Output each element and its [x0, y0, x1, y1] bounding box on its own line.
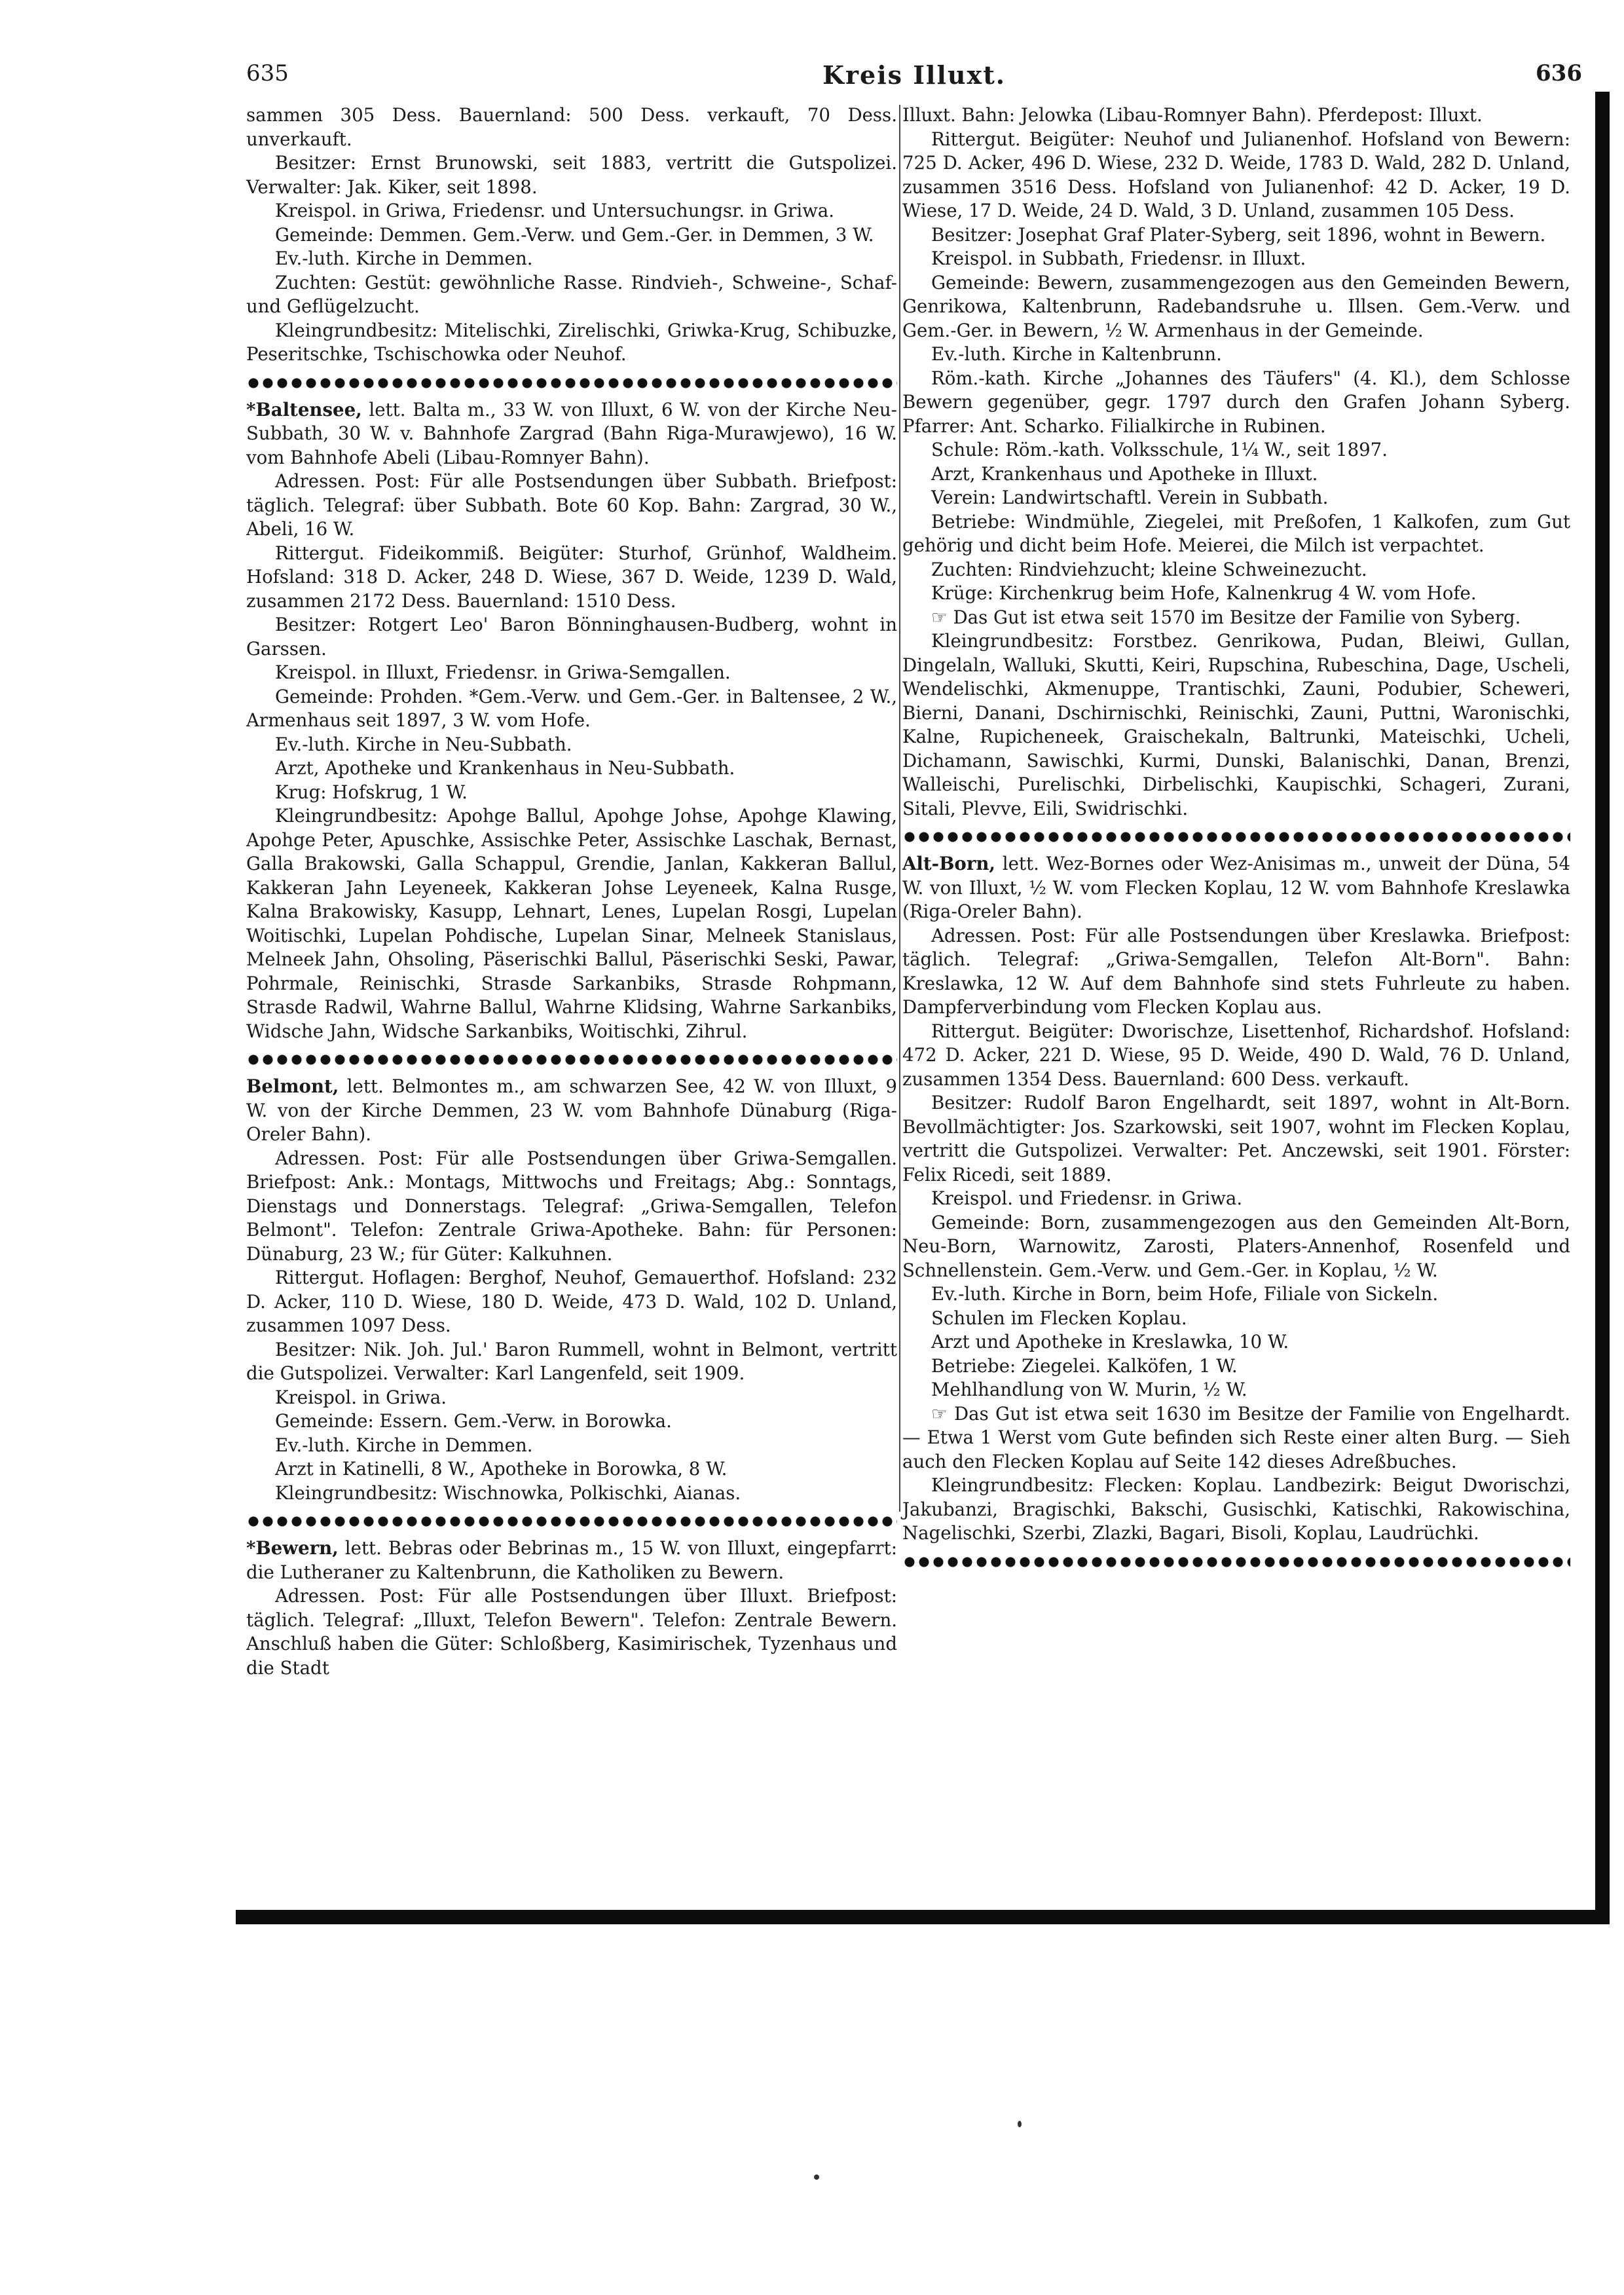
entry-text: Röm.-kath. Kirche „Johannes des Täufers" (4. Kl.), dem Schlosse Bewern gegenüber, gegr. 1797 durch den Grafen Johann Syberg. Pfarrer: Ant. Scharko. Filialkirche in Rubinen. [902, 367, 1570, 437]
entry-text: lett. Balta m., 33 W. von Illuxt, 6 W. von der Kirche Neu-Subbath, 30 W. v. Bahnhofe Zargrad (Bahn Riga-Murawjewo), 16 W. vom Bahnhofe Abeli (Libau-Romnyer Bahn). [246, 398, 897, 468]
entry-text: Besitzer: Ernst Brunowski, seit 1883, vertritt die Gutspolizei. Verwalter: Jak. Kiker, seit 1898. [246, 152, 897, 198]
entry-text: Kreispol. in Griwa, Friedensr. und Untersuchungsr. in Griwa. [275, 200, 835, 221]
page-number-left: 635 [246, 60, 289, 86]
entry-text: Kreispol. und Friedensr. in Griwa. [931, 1187, 1243, 1209]
entry-headword: Alt-Born, [902, 853, 996, 874]
entry-text: Zuchten: Rindviehzucht; kleine Schweinezucht. [931, 558, 1367, 580]
entry-text: Illuxt. Bahn: Jelowka (Libau-Romnyer Bahn). Pferdepost: Illuxt. [902, 104, 1483, 126]
entry-text: Kreispol. in Subbath, Friedensr. in Illuxt. [931, 248, 1306, 269]
entry-text: Verein: Landwirtschaftl. Verein in Subbath. [931, 487, 1329, 508]
entry-text: Schule: Röm.-kath. Volksschule, 1¼ W., seit 1897. [931, 439, 1388, 460]
entry-text: Kreispol. in Griwa. [275, 1386, 447, 1408]
entry-text: Kleingrundbesitz: Forstbez. Genrikowa, Pudan, Bleiwi, Gullan, Dingelaln, Walluki, Skutti, Keiri, Rupschina, Rubeschina, Dage, Uscheli, Wendelischki, Akmenuppe, Trantischki, Zauni, Podubier, Scheweri, Bierni, Danani, Dschirnischki, Reinischki, Zauni, Puttni, Waronischki, Kalne, Rupicheneek, Graischekaln, Baltrunki, Mateischki, Ucheli, Dichamann, Sawischki, Kurmi, Dunski, Balanischki, Danan, Brenzi, Walleischi, Purelischki, Dirbelischki, Kaupischki, Schageri, Zurani, Sitali, Plevve, Eili, Swidrischki. [902, 630, 1570, 819]
entry-text: Gemeinde: Bewern, zusammengezogen aus den Gemeinden Bewern, Genrikowa, Kaltenbrunn, Radebandsruhe u. Illsen. Gem.-Verw. und Gem.-Ger. in Bewern, ½ W. Armenhaus in der Gemeinde. [902, 271, 1570, 341]
entry-text: Kreispol. in Illuxt, Friedensr. in Griwa-Semgallen. [275, 662, 731, 683]
entry-text: Besitzer: Nik. Joh. Jul.' Baron Rummell, wohnt in Belmont, vertritt die Gutspolizei. Verwalter: Karl Langenfeld, seit 1909. [246, 1338, 897, 1384]
entry-text: Rittergut. Hoflagen: Berghof, Neuhof, Gemauerthof. Hofsland: 232 D. Acker, 110 D. Wiese, 180 D. Weide, 473 D. Wald, 102 D. Unland, zusammen 1097 Dess. [246, 1267, 897, 1336]
dot-separator [246, 1514, 897, 1529]
dot-separator [902, 1555, 1570, 1569]
entry-text: Besitzer: Rudolf Baron Engelhardt, seit 1897, wohnt in Alt-Born. Bevollmächtigter: Jos. Szarkowski, seit 1907, wohnt im Flecken Koplau, vertritt die Gutspolizei. Verwalter: Pet. Anczewski, seit 1901. Förster: Felix Ricedi, seit 1889. [902, 1092, 1570, 1185]
entry-text: Ev.-luth. Kirche in Demmen. [275, 248, 533, 269]
entry-text: Ev.-luth. Kirche in Kaltenbrunn. [931, 343, 1222, 365]
entry-text: lett. Belmontes m., am schwarzen See, 42 W. von Illuxt, 9 W. von der Kirche Demmen, 23 W. vom Bahnhofe Dünaburg (Riga-Oreler Bahn). [246, 1075, 897, 1145]
entry-text: ☞ Das Gut ist etwa seit 1570 im Besitze der Familie von Syberg. [931, 606, 1521, 628]
entry-text: ☞ Das Gut ist etwa seit 1630 im Besitze der Familie von Engelhardt. — Etwa 1 Werst vom Gute befinden sich Reste einer alten Burg. — Sieh auch den Flecken Koplau auf Seite 142 dieses Adreßbuches. [902, 1402, 1570, 1472]
entry-text: Kleingrundbesitz: Wischnowka, Polkischki, Aianas. [275, 1482, 741, 1504]
entry-text: Adressen. Post: Für alle Postsendungen über Subbath. Briefpost: täglich. Telegraf: über Subbath. Bote 60 Kop. Bahn: Zargrad, 30 W., Abeli, 16 W. [246, 470, 897, 540]
entry-text: Adressen. Post: Für alle Postsendungen über Kreslawka. Briefpost: täglich. Telegraf: „Griwa-Semgallen, Telefon Alt-Born". Bahn: Kreslawka, 12 W. Auf dem Bahnhofe sind stets Fuhrleute zu haben. Dampferverbindung vom Flecken Koplau aus. [902, 924, 1570, 1018]
entry-text: Schulen im Flecken Koplau. [931, 1307, 1187, 1329]
scan-border-right [1595, 92, 1610, 1919]
entry-text: Arzt und Apotheke in Kreslawka, 10 W. [931, 1331, 1289, 1353]
entry-text: Kleingrundbesitz: Apohge Ballul, Apohge Johse, Apohge Klawing, Apohge Peter, Apuschke, Assischke Peter, Assischke Laschak, Bernast, Galla Brakowski, Galla Schappul, Grendie, Janlan, Kakkeran Ballul, Kakkeran Jahn Leyeneek, Kakkeran Johse Leyeneek, Kalna Rusge, Kalna Brakowisky, Kasupp, Lehnart, Lenes, Lupelan Rosgi, Lupelan Woitischki, Lupelan Pohdische, Lupelan Sinar, Melneek Stanislaus, Melneek Jahn, Ohsoling, Päserischki Ballul, Päserischki Seski, Pawar, Pohrmale, Reinischki, Strasde Sarkanbiks, Strasde Rohpmann, Strasde Radwil, Wahrne Ballul, Wahrne Klidsing, Wahrne Sarkanbiks, Widsche Jahn, Widsche Sarkanbiks, Woitischki, Zihrul. [246, 805, 897, 1042]
scan-speck [814, 2174, 819, 2180]
entry-text: Gemeinde: Demmen. Gem.-Verw. und Gem.-Ger. in Demmen, 3 W. [275, 223, 874, 246]
entry-bewern [246, 1537, 897, 1584]
entry-text: lett. Bebras oder Bebrinas m., 15 W. von Illuxt, eingepfarrt: die Lutheraner zu Kaltenbrunn, die Katholiken zu Bewern. [246, 1537, 897, 1583]
entry-text: Ev.-luth. Kirche in Demmen. [275, 1434, 533, 1456]
entry-text: sammen 305 Dess. Bauernland: 500 Dess. verkauft, 70 Dess. unverkauft. [246, 104, 897, 150]
entry-text: Rittergut. Fideikommiß. Beigüter: Sturhof, Grünhof, Waldheim. Hofsland: 318 D. Acker, 248 D. Wiese, 367 D. Weide, 1239 D. Wald, zusammen 2172 Dess. Bauernland: 1510 Dess. [246, 542, 897, 612]
page-title: Kreis Illuxt. [822, 60, 1006, 90]
entry-text: Betriebe: Ziegelei. Kalköfen, 1 W. [931, 1354, 1238, 1377]
entry-text: Rittergut. Beigüter: Dworischze, Lisettenhof, Richardshof. Hofsland: 472 D. Acker, 221 D. Wiese, 95 D. Weide, 490 D. Wald, 76 D. Unland, zusammen 1354 Dess. Bauernland: 600 Dess. verkauft. [902, 1020, 1570, 1090]
entry-text: Gemeinde: Essern. Gem.-Verw. in Borowka. [275, 1410, 672, 1432]
entry-alt-born [902, 852, 1570, 924]
entry-text: Adressen. Post: Für alle Postsendungen über Illuxt. Briefpost: täglich. Telegraf: „Illuxt, Telefon Bewern". Telefon: Zentrale Bewern. Anschluß haben die Güter: Schloßberg, Kasimirischek, Tyzenhaus und die Stadt [246, 1585, 897, 1679]
entry-text: Arzt, Apotheke und Krankenhaus in Neu-Subbath. [275, 757, 735, 779]
entry-text: Gemeinde: Prohden. *Gem.-Verw. und Gem.-Ger. in Baltensee, 2 W., Armenhaus seit 1897, 3 W. vom Hofe. [246, 685, 897, 731]
page-number-right: 636 [1536, 60, 1582, 86]
scan-border-bottom [236, 1910, 1610, 1924]
entry-text: Kleingrundbesitz: Flecken: Koplau. Landbezirk: Beigut Dworischzi, Jakubanzi, Bragischki, Bakschi, Gusischki, Katischki, Rakowischina, Nagelischki, Szerbi, Zlazki, Bagari, Bisoli, Koplau, Laudrüchki. [902, 1474, 1570, 1544]
entry-text: Zuchten: Gestüt: gewöhnliche Rasse. Rindvieh-, Schweine-, Schaf- und Geflügelzucht. [246, 271, 897, 317]
entry-text: Rittergut. Beigüter: Neuhof und Julianenhof. Hofsland von Bewern: 725 D. Acker, 496 D. Wiese, 232 D. Weide, 1783 D. Wald, 282 D. Unland, zusammen 3516 Dess. Hofsland von Julianenhof: 42 D. Acker, 19 D. Wiese, 17 D. Weide, 24 D. Wald, 3 D. Unland, zusammen 105 Dess. [902, 128, 1570, 221]
entry-text: lett. Wez-Bornes oder Wez-Anisimas m., unweit der Düna, 54 W. von Illuxt, ½ W. vom Flecken Koplau, 12 W. vom Bahnhofe Kreslawka (Riga-Oreler Bahn). [902, 853, 1570, 922]
entry-text: Besitzer: Josephat Graf Plater-Syberg, seit 1896, wohnt in Bewern. [931, 223, 1546, 246]
scan-speck [1018, 2121, 1022, 2127]
entry-text: Gemeinde: Born, zusammengezogen aus den Gemeinden Alt-Born, Neu-Born, Warnowitz, Zarosti, Platers-Annenhof, Rosenfeld und Schnellenstein. Gem.-Verw. und Gem.-Ger. in Koplau, ½ W. [902, 1211, 1570, 1281]
entry-baltensee [246, 398, 897, 470]
entry-text: Besitzer: Rotgert Leo' Baron Bönninghausen-Budberg, wohnt in Garssen. [246, 614, 897, 660]
page-header [246, 60, 1582, 100]
entry-text: Ev.-luth. Kirche in Neu-Subbath. [275, 733, 572, 755]
entry-belmont [246, 1075, 897, 1147]
entry-text: Krüge: Kirchenkrug beim Hofe, Kalnenkrug 4 W. vom Hofe. [931, 582, 1477, 604]
dot-separator [246, 1053, 897, 1067]
entry-text: Kleingrundbesitz: Mitelischki, Zirelischki, Griwka-Krug, Schibuzke, Peseritschke, Tschischowka oder Neuhof. [246, 319, 897, 365]
column-divider [899, 105, 900, 1512]
entry-text: Adressen. Post: Für alle Postsendungen über Griwa-Semgallen. Briefpost: Ank.: Montags, Mittwochs und Freitags; Abg.: Sonntags, Dienstags und Donnerstags. Telegraf: „Griwa-Semgallen, Telefon Belmont". Telefon: Zentrale Griwa-Apotheke. Bahn: für Personen: Dünaburg, 23 W.; für Güter: Kalkuhnen. [246, 1147, 897, 1265]
right-column [902, 103, 1570, 1577]
left-column [246, 103, 897, 1680]
dot-separator [246, 376, 897, 390]
dot-separator [902, 830, 1570, 844]
entry-text: Arzt in Katinelli, 8 W., Apotheke in Borowka, 8 W. [275, 1458, 728, 1480]
entry-text: Ev.-luth. Kirche in Born, beim Hofe, Filiale von Sickeln. [931, 1283, 1439, 1305]
entry-text: Betriebe: Windmühle, Ziegelei, mit Preßofen, 1 Kalkofen, zum Gut gehörig und dicht beim Hofe. Meierei, die Milch ist verpachtet. [902, 510, 1570, 556]
entry-headword: *Bewern, [246, 1537, 339, 1559]
entry-text: Mehlhandlung von W. Murin, ½ W. [931, 1379, 1247, 1400]
entry-text: Krug: Hofskrug, 1 W. [275, 781, 468, 803]
entry-headword: *Baltensee, [246, 398, 362, 420]
entry-text: Arzt, Krankenhaus und Apotheke in Illuxt. [931, 462, 1318, 485]
entry-headword: Belmont, [246, 1075, 339, 1097]
